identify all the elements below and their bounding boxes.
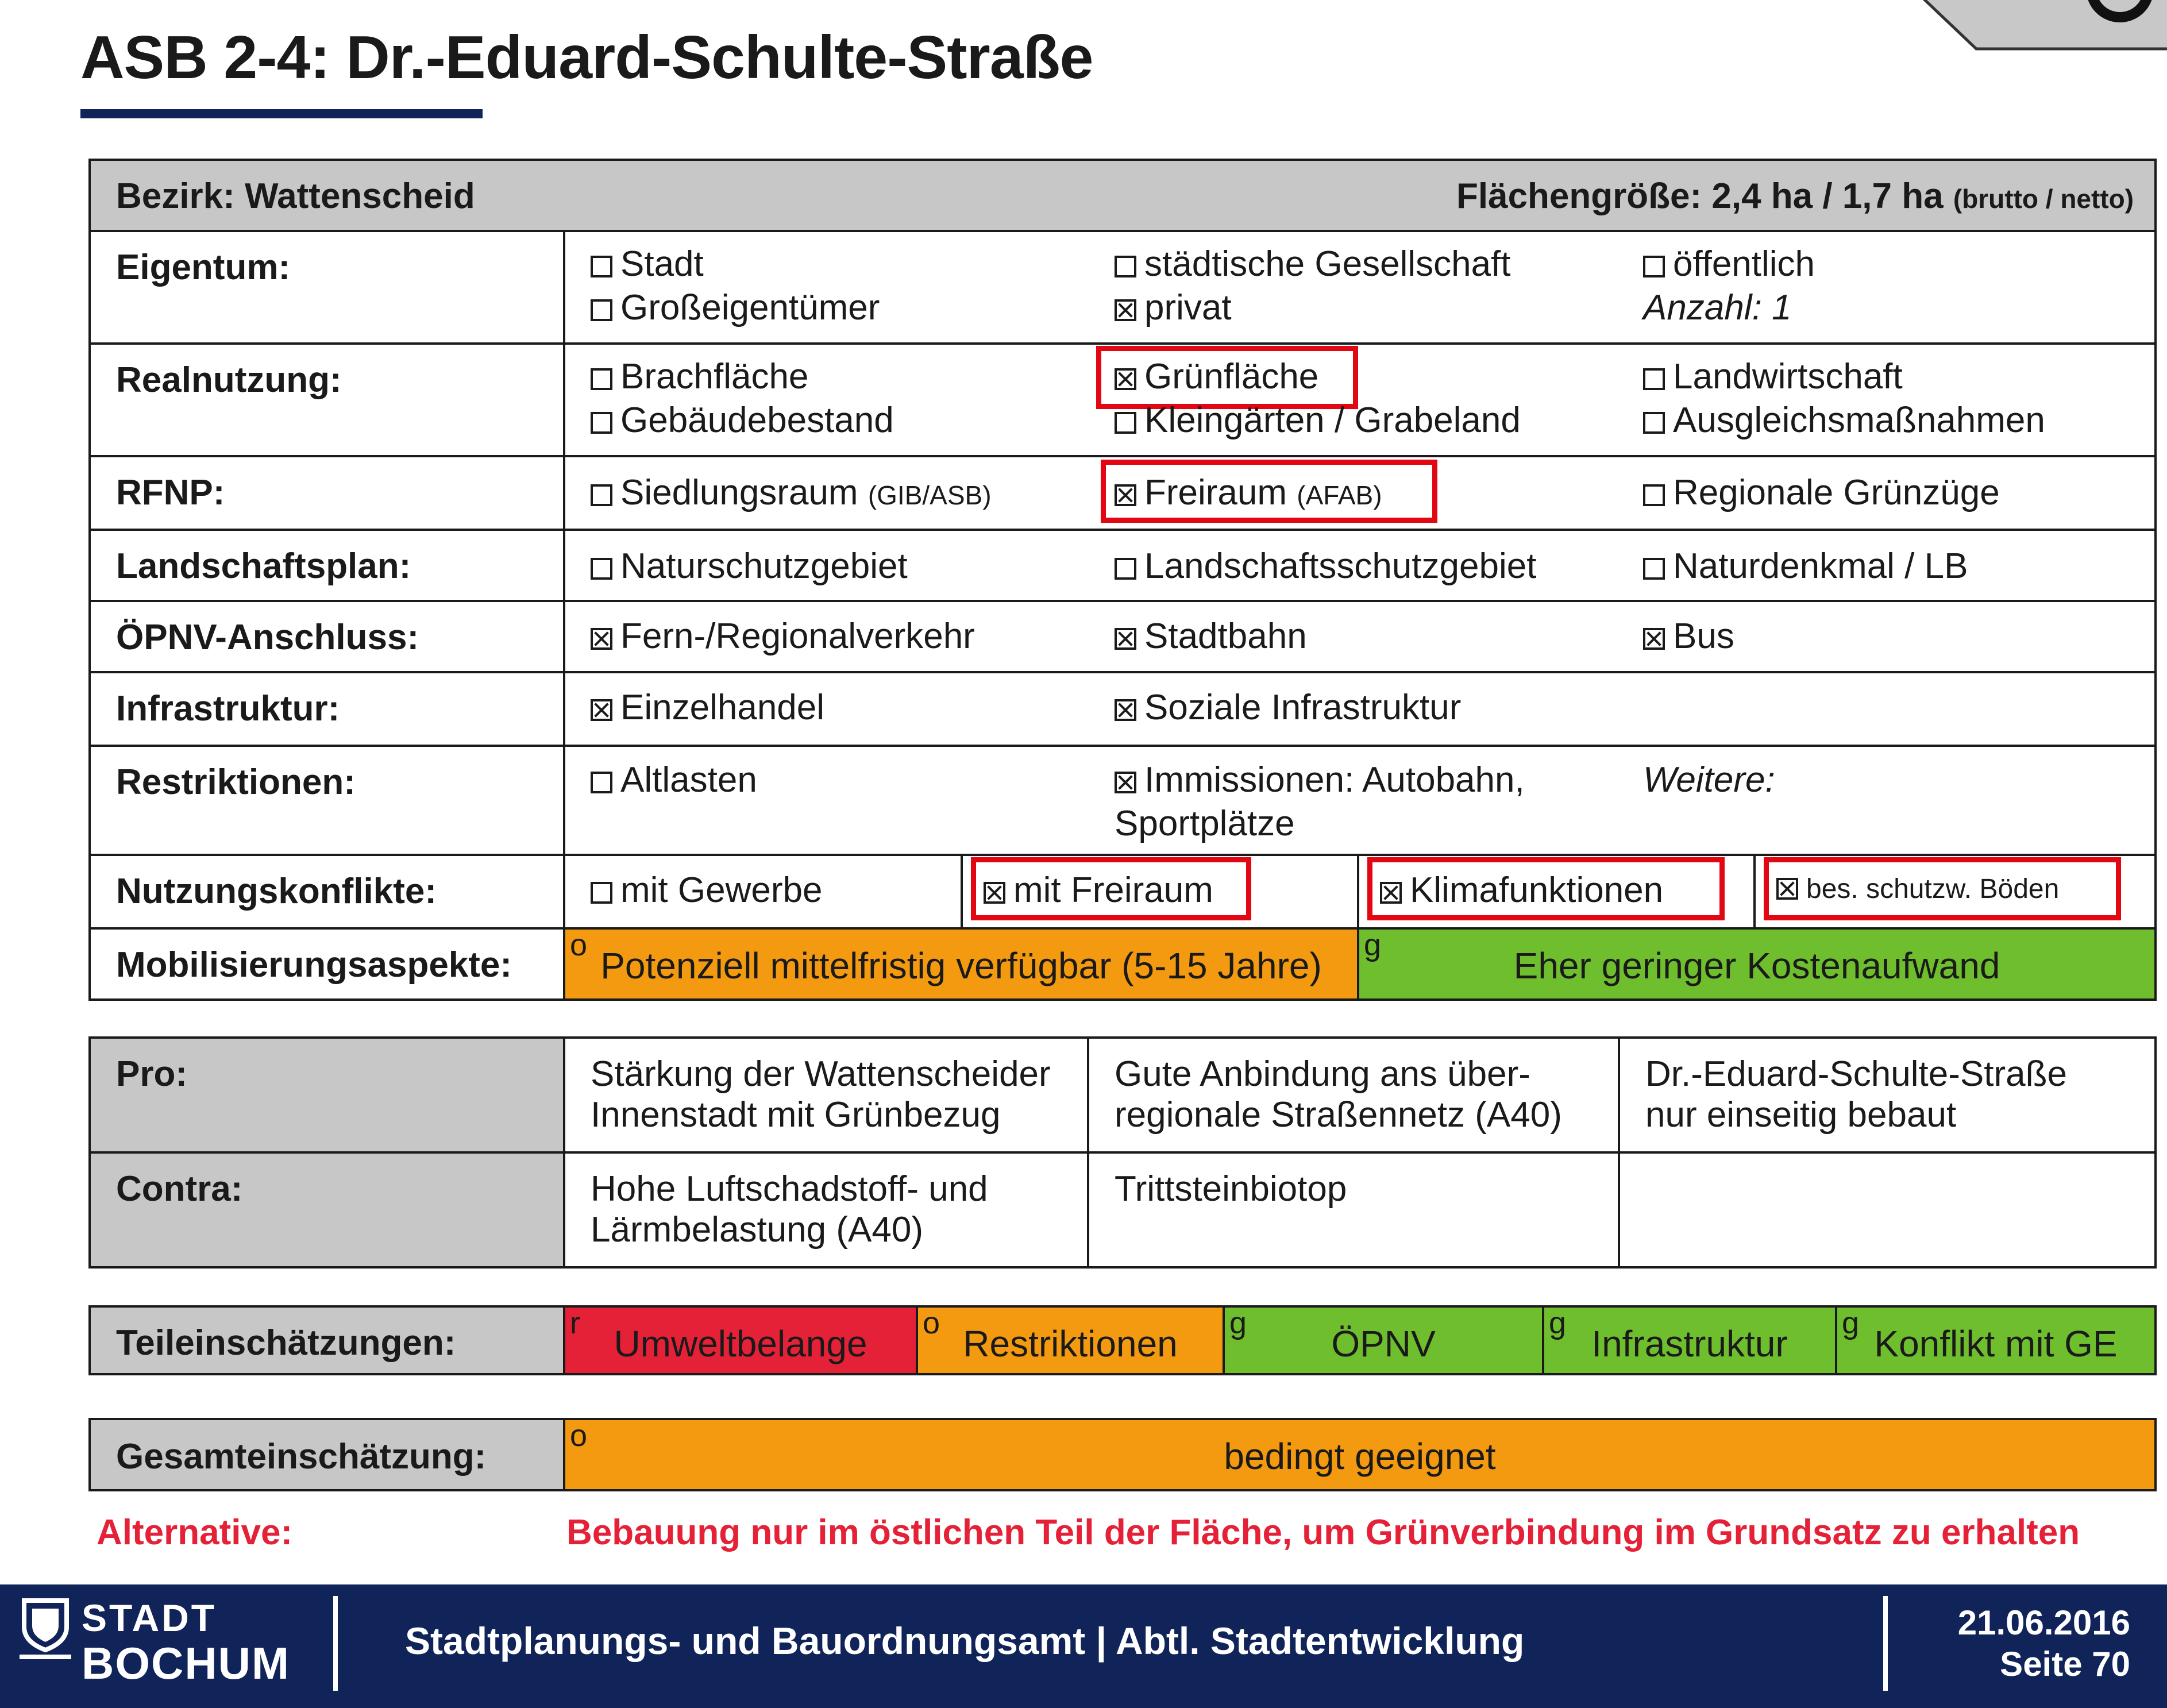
option-mit-freiraum: mit Freiraum [984, 870, 1213, 911]
landschaftsplan-cell [564, 530, 2156, 601]
footer-bar [0, 1584, 2167, 1708]
footer-page-number: Seite 70 [2000, 1645, 2130, 1683]
procon-table [88, 1036, 2157, 1269]
option-naturdenkmal: Naturdenkmal / LB [1643, 546, 1968, 587]
footer-department: Stadtplanungs- und Bauordnungsamt | Abtl. Stadtentwicklung [405, 1620, 1525, 1662]
bochum-shield-icon [20, 1597, 71, 1660]
option-freiraum: Freiraum (AFAB) [1115, 472, 1382, 513]
contra-label: Contra: [90, 1152, 564, 1267]
teil-konflikt-ge: g Konflikt mit GE [1836, 1306, 2156, 1374]
checkbox-checked-icon [591, 628, 612, 650]
flaeche-value: Flächengröße: 2,4 ha / 1,7 ha (brutto / netto) [1456, 176, 2134, 216]
mobilisierung-rating-left [564, 928, 1358, 1000]
alternative-label: Alternative: [97, 1513, 293, 1552]
highlight-box [1367, 857, 1725, 920]
checkbox-unchecked-icon [1643, 484, 1665, 506]
option-gebaeudebestand: Gebäudebestand [591, 400, 894, 441]
mobilisierung-rating-right [1358, 928, 2156, 1000]
teil-infrastruktur: g Infrastruktur [1543, 1306, 1836, 1374]
page-title: ASB 2-4: Dr.-Eduard-Schulte-Straße [80, 24, 1093, 91]
footer-divider [1883, 1596, 1888, 1691]
immissionen-line2: Sportplätze [1115, 804, 1295, 843]
checkbox-unchecked-icon [1643, 558, 1665, 580]
option-boeden: bes. schutzw. Böden [1776, 873, 2059, 905]
eigentum-cell [564, 231, 2156, 344]
option-soziale-infrastruktur: Soziale Infrastruktur [1115, 687, 1461, 728]
checkbox-unchecked-icon [1643, 412, 1665, 434]
title-underline [80, 109, 483, 118]
eigentum-label: Eigentum: [90, 231, 564, 344]
logo-stadt-text: STADT [82, 1597, 217, 1639]
checkbox-checked-icon [1115, 772, 1136, 793]
main-table [88, 159, 2157, 1001]
checkbox-unchecked-icon [1115, 558, 1136, 580]
contra-cell-2: Trittsteinbiotop [1088, 1152, 1619, 1267]
option-ausgleich: Ausgleichsmaßnahmen [1643, 400, 2045, 441]
checkbox-unchecked-icon [591, 558, 612, 580]
option-gruenzuege: Regionale Grünzüge [1643, 472, 2000, 513]
checkbox-unchecked-icon [1643, 368, 1665, 390]
option-landwirtschaft: Landwirtschaft [1643, 356, 1903, 397]
option-stadt: Stadt [591, 244, 704, 284]
checkbox-checked-icon [1115, 628, 1136, 650]
highlight-box [971, 857, 1251, 920]
footer-divider [333, 1596, 338, 1691]
infrastruktur-label: Infrastruktur: [90, 672, 564, 746]
rating-text: Eher geringer Kostenaufwand [1513, 945, 2000, 986]
option-immissionen: Immissionen: Autobahn, [1115, 759, 1525, 800]
checkbox-checked-icon [1115, 299, 1136, 321]
checkbox-unchecked-icon [591, 882, 612, 904]
rating-text: Potenziell mittelfristig verfügbar (5-15 Jahre) [600, 945, 1322, 986]
highlight-box [1101, 460, 1437, 523]
infrastruktur-cell [564, 672, 2156, 746]
realnutzung-label: Realnutzung: [90, 344, 564, 456]
checkbox-checked-icon [591, 699, 612, 721]
info-header [90, 160, 2156, 231]
checkbox-unchecked-icon [1115, 256, 1136, 277]
checkbox-checked-icon [1643, 628, 1665, 650]
pro-cell-1: Stärkung der Wattenscheider Innenstadt mit Grünbezug [564, 1038, 1088, 1152]
anzahl-text: Anzahl: 1 [1643, 288, 1792, 327]
option-naturschutzgebiet: Naturschutzgebiet [591, 546, 908, 587]
checkbox-unchecked-icon [591, 368, 612, 390]
highlight-box [1764, 857, 2121, 920]
gesamt-rating: o bedingt geeignet [564, 1419, 2156, 1490]
alternative-text: Bebauung nur im östlichen Teil der Fläche, um Grünverbindung im Grundsatz zu erhalten [566, 1513, 2080, 1552]
option-einzelhandel: Einzelhandel [591, 687, 824, 728]
bezirk-label: Bezirk: Wattenscheid [116, 176, 475, 216]
landschaftsplan-label: Landschaftsplan: [90, 530, 564, 601]
checkbox-unchecked-icon [1643, 256, 1665, 277]
gesamteinschaetzung-table [88, 1418, 2157, 1491]
weitere-text: Weitere: [1643, 760, 1775, 800]
option-brachflaeche: Brachfläche [591, 356, 808, 397]
option-klimafunktionen: Klimafunktionen [1380, 870, 1663, 911]
nutzungskonflikte-label: Nutzungskonflikte: [90, 855, 564, 928]
option-grosseigentuemer: Großeigentümer [591, 287, 880, 328]
restriktionen-cell [564, 746, 2156, 855]
option-altlasten: Altlasten [591, 759, 757, 800]
checkbox-unchecked-icon [591, 412, 612, 434]
rating-letter: o [570, 928, 588, 962]
option-kleingaerten: Kleingärten / Grabeland [1115, 400, 1521, 441]
rfnp-label: RFNP: [90, 456, 564, 530]
option-stadtbahn: Stadtbahn [1115, 616, 1307, 657]
realnutzung-cell [564, 344, 2156, 456]
option-privat: privat [1115, 287, 1232, 328]
option-fernverkehr: Fern-/Regionalverkehr [591, 616, 975, 657]
option-staedtische-gesellschaft: städtische Gesellschaft [1115, 244, 1511, 284]
teil-oepnv: g ÖPNV [1224, 1306, 1543, 1374]
rfnp-cell [564, 456, 2156, 530]
option-gewerbe: mit Gewerbe [591, 870, 822, 911]
option-landschaftsschutzgebiet: Landschaftsschutzgebiet [1115, 546, 1536, 587]
mobilisierung-label: Mobilisierungsaspekte: [90, 928, 564, 1000]
pro-label: Pro: [90, 1038, 564, 1152]
checkbox-unchecked-icon [591, 299, 612, 321]
option-gruenflaeche: Grünfläche [1115, 356, 1318, 397]
oepnv-cell [564, 601, 2156, 672]
option-oeffentlich: öffentlich [1643, 244, 1815, 284]
rating-letter: g [1364, 928, 1382, 962]
contra-cell-3 [1619, 1152, 2156, 1267]
option-bus: Bus [1643, 616, 1734, 657]
pro-cell-3: Dr.-Eduard-Schulte-Straße nur einseitig bebaut [1619, 1038, 2156, 1152]
konflikt-boeden-cell [1755, 855, 2156, 928]
contra-cell-1: Hohe Luftschadstoff- und Lärmbelastung (A40) [564, 1152, 1088, 1267]
teileinschaetzungen-table [88, 1305, 2157, 1375]
checkbox-unchecked-icon [591, 484, 612, 506]
gesamt-label: Gesamteinschätzung: [90, 1419, 564, 1490]
pro-cell-2: Gute Anbindung ans über- regionale Straßennetz (A40) [1088, 1038, 1619, 1152]
konflikt-klima-cell [1358, 855, 1755, 928]
option-siedlungsraum: Siedlungsraum (GIB/ASB) [591, 472, 992, 513]
footer-date: 21.06.2016 [1957, 1603, 2130, 1642]
checkbox-unchecked-icon [591, 772, 612, 793]
konflikt-freiraum-cell [962, 855, 1358, 928]
checkbox-unchecked-icon [1115, 412, 1136, 434]
restriktionen-label: Restriktionen: [90, 746, 564, 855]
checkbox-unchecked-icon [591, 256, 612, 277]
teil-restriktionen: o Restriktionen [917, 1306, 1224, 1374]
corner-decoration [1902, 0, 2167, 55]
logo-bochum-text: BOCHUM [82, 1638, 290, 1688]
teil-umweltbelange: r Umweltbelange [564, 1306, 917, 1374]
konflikt-gewerbe-cell [564, 855, 962, 928]
checkbox-checked-icon [1115, 699, 1136, 721]
flaeche-note: (brutto / netto) [1953, 184, 2134, 214]
oepnv-label: ÖPNV-Anschluss: [90, 601, 564, 672]
teil-label: Teileinschätzungen: [90, 1306, 564, 1374]
